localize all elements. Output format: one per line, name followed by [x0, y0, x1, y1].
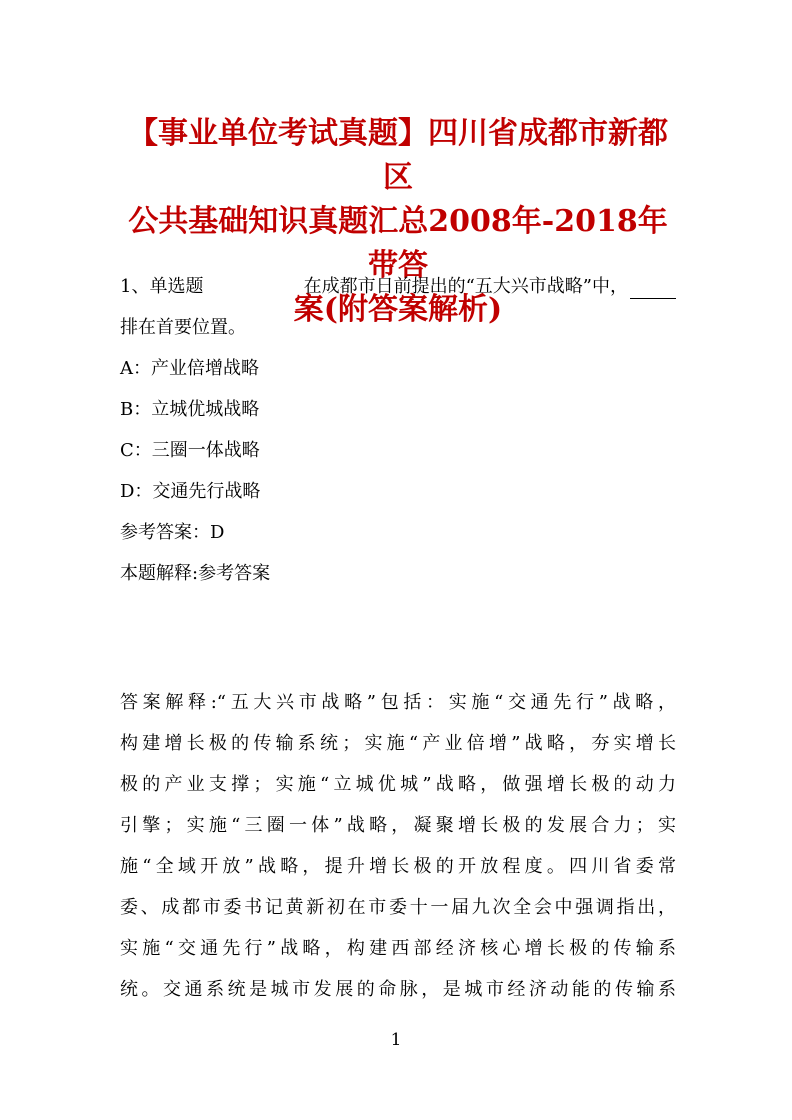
- question-section: [120, 266, 676, 1010]
- option-a: A：产业倍增战略: [120, 358, 259, 379]
- page-number: 1: [390, 1030, 402, 1050]
- answer-blank: [630, 276, 676, 299]
- title-line-2: 公共基础知识真题汇总2008年-2018年带答: [128, 204, 668, 283]
- title-line-1: 【事业单位考试真题】四川省成都市新都区: [128, 116, 668, 195]
- analysis-line: 委、成都市委书记黄新初在市委十一届九次全会中强调指出，: [120, 897, 676, 918]
- analysis-line: 答案解释:“五大兴市战略”包括：实施“交通先行”战略，: [120, 692, 676, 713]
- option-d: D：交通先行战略: [120, 481, 261, 502]
- question-stem-line-2: 排在首要位置。: [120, 317, 246, 338]
- analysis-paragraph: [120, 682, 676, 1010]
- spacer: [120, 594, 676, 682]
- question-stem-line-1: [120, 266, 676, 307]
- analysis-line: 极的产业支撑；实施“立城优城”战略，做强增长极的动力: [120, 774, 676, 795]
- analysis-line: 实施“交通先行”战略，构建西部经济核心增长极的传输系: [120, 938, 676, 959]
- option-b: B：立城优城战略: [120, 399, 260, 420]
- explanation-label: 本题解释:参考答案: [120, 563, 271, 584]
- title-line-3: 案(附答案解析): [293, 292, 503, 327]
- option-c: C：三圈一体战略: [120, 440, 260, 461]
- analysis-line: 施“全域开放”战略，提升增长极的开放程度。四川省委常: [120, 856, 676, 877]
- analysis-line: 引擎；实施“三圈一体”战略，凝聚增长极的发展合力；实: [120, 815, 676, 836]
- analysis-line: 构建增长极的传输系统；实施“产业倍增”战略，夯实增长: [120, 733, 676, 754]
- question-number-type: 1、单选题: [120, 276, 204, 297]
- question-stem-text: 在成都市日前提出的“五大兴市战略”中，: [303, 276, 628, 297]
- question-stem-wrap: [304, 266, 676, 307]
- reference-answer: 参考答案：D: [120, 522, 225, 543]
- analysis-line: 统。交通系统是城市发展的命脉，是城市经济动能的传输系: [120, 979, 676, 1000]
